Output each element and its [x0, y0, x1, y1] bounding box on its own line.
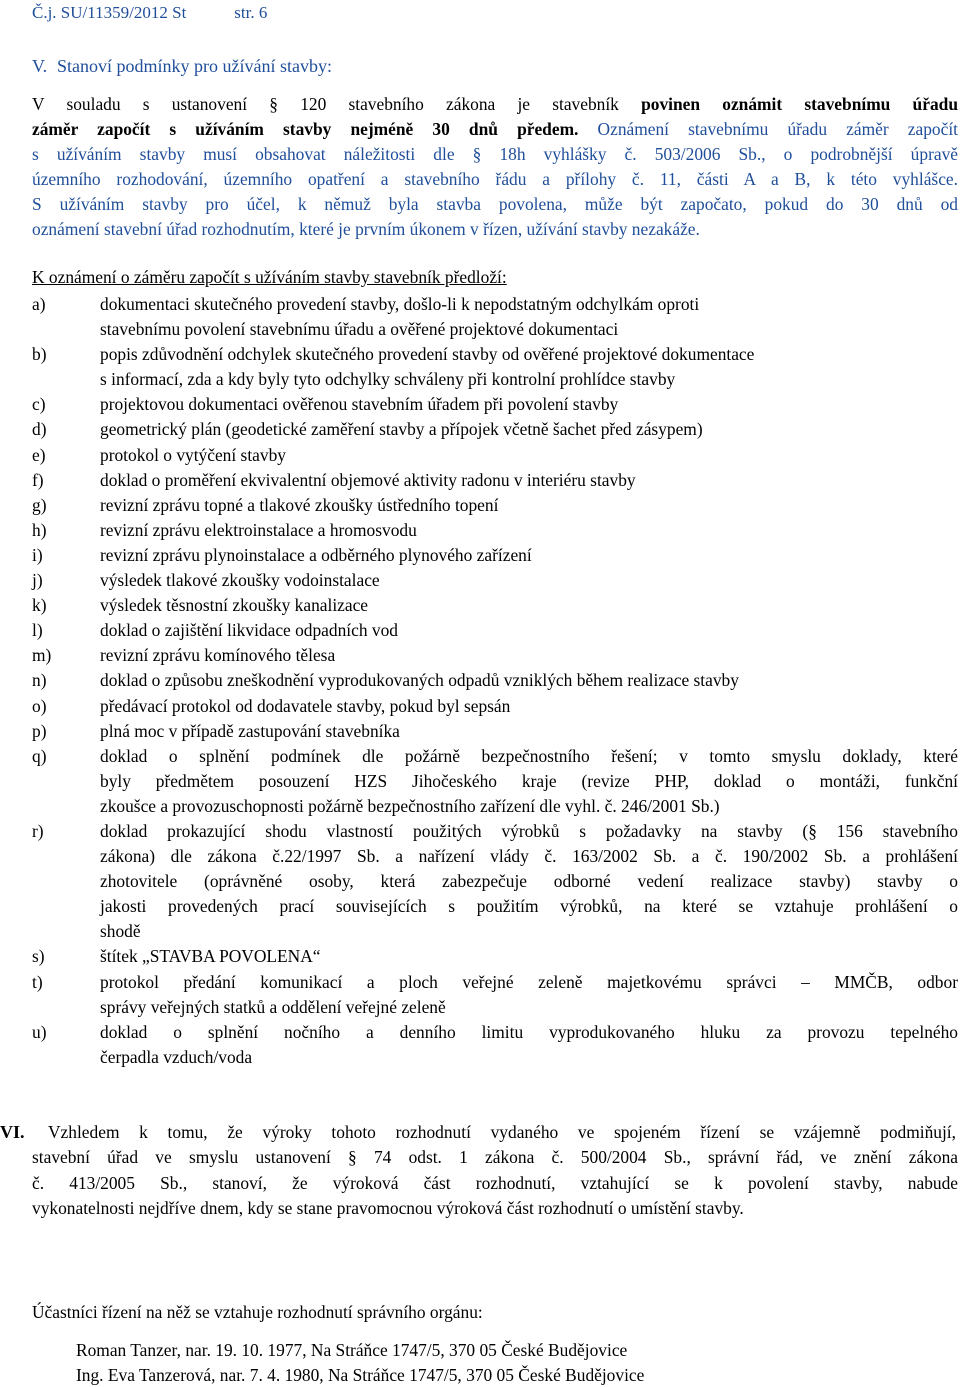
- list-item: [32, 719, 958, 744]
- list-item-line: zákona) dle zákona č.22/1997 Sb. a nařízení vlády č. 163/2002 Sb. a č. 190/2002 Sb. a prohlášení: [100, 846, 958, 867]
- list-item-line: shodě: [100, 921, 141, 942]
- list-item-text: [100, 970, 958, 1020]
- list-item: [32, 643, 958, 668]
- list-item: [32, 694, 958, 719]
- list-item-marker: h): [32, 519, 47, 540]
- section-6-line: stavební úřad ve smyslu ustanovení § 74 odst. 1 zákona č. 500/2004 Sb., správní řád, ve znění zákona: [32, 1147, 958, 1167]
- list-item-marker: f): [32, 469, 44, 490]
- list-item-marker: l): [32, 620, 43, 641]
- list-item-line: štítek „STAVBA POVOLENA“: [100, 946, 321, 967]
- list-item-line: revizní zprávu plynoinstalace a odběrného plynového zařízení: [100, 544, 532, 565]
- list-title: K oznámení o záměru započít s užíváním stavby stavebník předloží:: [32, 267, 507, 287]
- section-5-heading: [32, 56, 332, 77]
- list-item-text: [100, 543, 958, 568]
- list-item: [32, 819, 958, 944]
- list-item: [32, 744, 958, 819]
- list-item-marker: e): [32, 444, 46, 465]
- list-item-line: geometrický plán (geodetické zaměření stavby a přípojek včetně šachet před zásypem): [100, 419, 703, 440]
- list-item-text: [100, 819, 958, 944]
- list-item: [32, 342, 958, 392]
- list-item-text: [100, 694, 958, 719]
- list-item: [32, 568, 958, 593]
- paragraph-line: s užíváním stavby musí obsahovat náležitosti dle § 18h vyhlášky č. 503/2006 Sb., o podrobnější úpravě: [32, 144, 958, 164]
- party-person: Ing. Eva Tanzerová, nar. 7. 4. 1980, Na Stráňce 1747/5, 370 05 České Budějovice: [76, 1365, 645, 1385]
- list-item: [32, 292, 958, 342]
- list-item-text: [100, 719, 958, 744]
- section-5-number: V.: [32, 56, 48, 76]
- list-item: [32, 543, 958, 568]
- section-6-line: Vzhledem k tomu, že výroky tohoto rozhodnutí vydaného ve spojeném řízení se vzájemně podmiňují,: [48, 1122, 956, 1142]
- list-item-line: protokol o vytýčení stavby: [100, 444, 286, 465]
- list-item-marker: i): [32, 544, 43, 565]
- list-item-text: [100, 618, 958, 643]
- list-item: [32, 618, 958, 643]
- list-item-marker: p): [32, 720, 47, 741]
- list-item: [32, 970, 958, 1020]
- list-item-marker: u): [32, 1021, 47, 1042]
- list-item-line: předávací protokol od dodavatele stavby, pokud byl sepsán: [100, 695, 511, 716]
- list-item-marker: m): [32, 645, 52, 666]
- list-item-line: jakosti provedených prací souvisejících s použitím výrobků, na které se vztahuje prohlášení o: [100, 896, 958, 917]
- list-item: [32, 443, 958, 468]
- list-item: [32, 668, 958, 693]
- list-item: [32, 468, 958, 493]
- paragraph-line: územního rozhodování, územního opatření a stavebního řádu a přílohy č. 11, části A a B, k této vyhlášce.: [32, 169, 958, 189]
- list-item: [32, 944, 958, 969]
- list-item-marker: t): [32, 971, 43, 992]
- list-item-marker: k): [32, 595, 47, 616]
- requirements-list: [32, 292, 958, 1070]
- list-item-line: výsledek tlakové zkoušky vodoinstalace: [100, 570, 380, 591]
- list-item-line: revizní zprávu komínového tělesa: [100, 645, 336, 666]
- list-item-text: [100, 518, 958, 543]
- list-item-marker: s): [32, 946, 45, 967]
- list-item-text: [100, 417, 958, 442]
- section-6-number: VI.: [0, 1122, 25, 1142]
- list-item-line: projektovou dokumentaci ověřenou stavebním úřadem při povolení stavby: [100, 394, 619, 415]
- list-item-text: [100, 493, 958, 518]
- section-5-title: Stanoví podmínky pro užívání stavby:: [57, 56, 332, 76]
- list-item-marker: r): [32, 820, 44, 841]
- list-item-line: protokol předání komunikací a ploch veřejné zeleně majetkovému správci – MMČB, odbor: [100, 971, 958, 992]
- list-item-line: doklad o proměření ekvivalentní objemové aktivity radonu v interiéru stavby: [100, 469, 636, 490]
- list-item: [32, 493, 958, 518]
- list-item-marker: n): [32, 670, 47, 691]
- list-item-text: [100, 944, 958, 969]
- list-item-line: doklad prokazující shodu vlastností použitých výrobků s požadavky na stavby (§ 156 stavebního: [100, 820, 958, 841]
- reference-number: Č.j. SU/11359/2012 St: [32, 3, 187, 22]
- list-item-text: [100, 342, 958, 392]
- list-item-line: doklad o splnění podmínek dle požárně bezpečnostního řešení; v tomto smyslu doklady, které: [100, 745, 958, 766]
- list-item: [32, 417, 958, 442]
- list-item-marker: o): [32, 695, 47, 716]
- paragraph-line: S užíváním stavby pro účel, k němuž byla stavba povolena, může být započato, pokud do 30 dnů od: [32, 194, 958, 214]
- section-6-line: č. 413/2005 Sb., stanoví, že výroková část rozhodnutí, vztahující se k povolení stavby, nabude: [32, 1172, 958, 1193]
- section-5-paragraph: [32, 92, 958, 242]
- list-item-text: [100, 392, 958, 417]
- list-item: [32, 593, 958, 618]
- list-item-line: stavebnímu povolení stavebnímu úřadu a ověřené projektové dokumentaci: [100, 319, 619, 340]
- list-item-text: [100, 593, 958, 618]
- list-item-line: správy veřejných statků a oddělení veřejné zeleně: [100, 996, 446, 1017]
- list-item-marker: a): [32, 294, 46, 314]
- paragraph-line: oznámení stavební úřad rozhodnutím, které je prvním úkonem v řízen, užívání stavby nezakáže.: [32, 219, 700, 239]
- list-item-line: plná moc v případě zastupování stavebníka: [100, 720, 400, 741]
- list-item-text: [100, 1020, 958, 1070]
- page-header: [32, 3, 267, 23]
- party-person: Roman Tanzer, nar. 19. 10. 1977, Na Stráňce 1747/5, 370 05 České Budějovice: [76, 1340, 628, 1360]
- list-item-line: revizní zprávu topné a tlakové zkoušky ústředního topení: [100, 494, 499, 515]
- list-item-line: s informací, zda a kdy byly tyto odchylky schváleny při kontrolní prohlídce stavby: [100, 369, 676, 390]
- parties-title: Účastníci řízení na něž se vztahuje rozhodnutí správního orgánu:: [32, 1302, 483, 1322]
- list-item-line: doklad o splnění nočního a denního limitu vyprodukovaného hluku za provozu tepelného: [100, 1021, 958, 1042]
- list-item-line: byly předmětem posouzení HZS Jihočeského kraje (revize PHP, doklad o montáži, funkční: [100, 770, 958, 791]
- list-item-line: popis zdůvodnění odchylek skutečného provedení stavby od ověřené projektové dokumentace: [100, 344, 755, 365]
- list-item-text: [100, 443, 958, 468]
- list-item-line: revizní zprávu elektroinstalace a hromosvodu: [100, 519, 417, 540]
- list-item-text: [100, 643, 958, 668]
- list-item-marker: d): [32, 419, 47, 440]
- list-item: [32, 392, 958, 417]
- list-item-text: [100, 468, 958, 493]
- paragraph-line: záměr započít s užíváním stavby nejméně 30 dnů předem. Oznámení stavebnímu úřadu záměr započít: [32, 119, 958, 139]
- section-6-text-cont: [32, 1145, 958, 1222]
- list-item-line: dokumentaci skutečného provedení stavby, došlo-li k nepodstatným odchylkám oproti: [100, 294, 700, 314]
- list-item-text: [100, 292, 958, 342]
- list-item-line: doklad o způsobu zneškodnění vyprodukovaných odpadů vzniklých během realizace stavby: [100, 670, 739, 691]
- list-item-text: [100, 668, 958, 693]
- section-6-text: [48, 1120, 956, 1146]
- list-item-line: čerpadla vzduch/voda: [100, 1046, 253, 1067]
- list-item-marker: c): [32, 394, 46, 415]
- list-item-line: zkoušce a provozuschopnosti požárně bezpečnostního zařízení dle vyhl. č. 246/2001 Sb.): [100, 795, 720, 816]
- section-6-line: vykonatelnosti nejdříve dnem, kdy se stane pravomocnou výroková část rozhodnutí o umístění stavby.: [32, 1198, 744, 1218]
- list-item-line: výsledek těsnostní zkoušky kanalizace: [100, 595, 369, 616]
- list-item-line: zhotovitele (oprávněné osoby, která zabezpečuje odborné vedení realizace stavby) stavby o: [100, 871, 958, 892]
- list-item: [32, 518, 958, 543]
- page-number: str. 6: [234, 3, 268, 22]
- list-item-text: [100, 568, 958, 593]
- list-item-marker: b): [32, 344, 47, 365]
- list-item-line: doklad o zajištění likvidace odpadních vod: [100, 620, 398, 641]
- list-item-marker: q): [32, 745, 47, 766]
- paragraph-line: V souladu s ustanovení § 120 stavebního zákona je stavebník povinen oznámit stavebnímu úřadu: [32, 94, 958, 114]
- list-item-marker: g): [32, 494, 47, 515]
- list-item: [32, 1020, 958, 1070]
- list-item-text: [100, 744, 958, 819]
- list-item-marker: j): [32, 570, 43, 591]
